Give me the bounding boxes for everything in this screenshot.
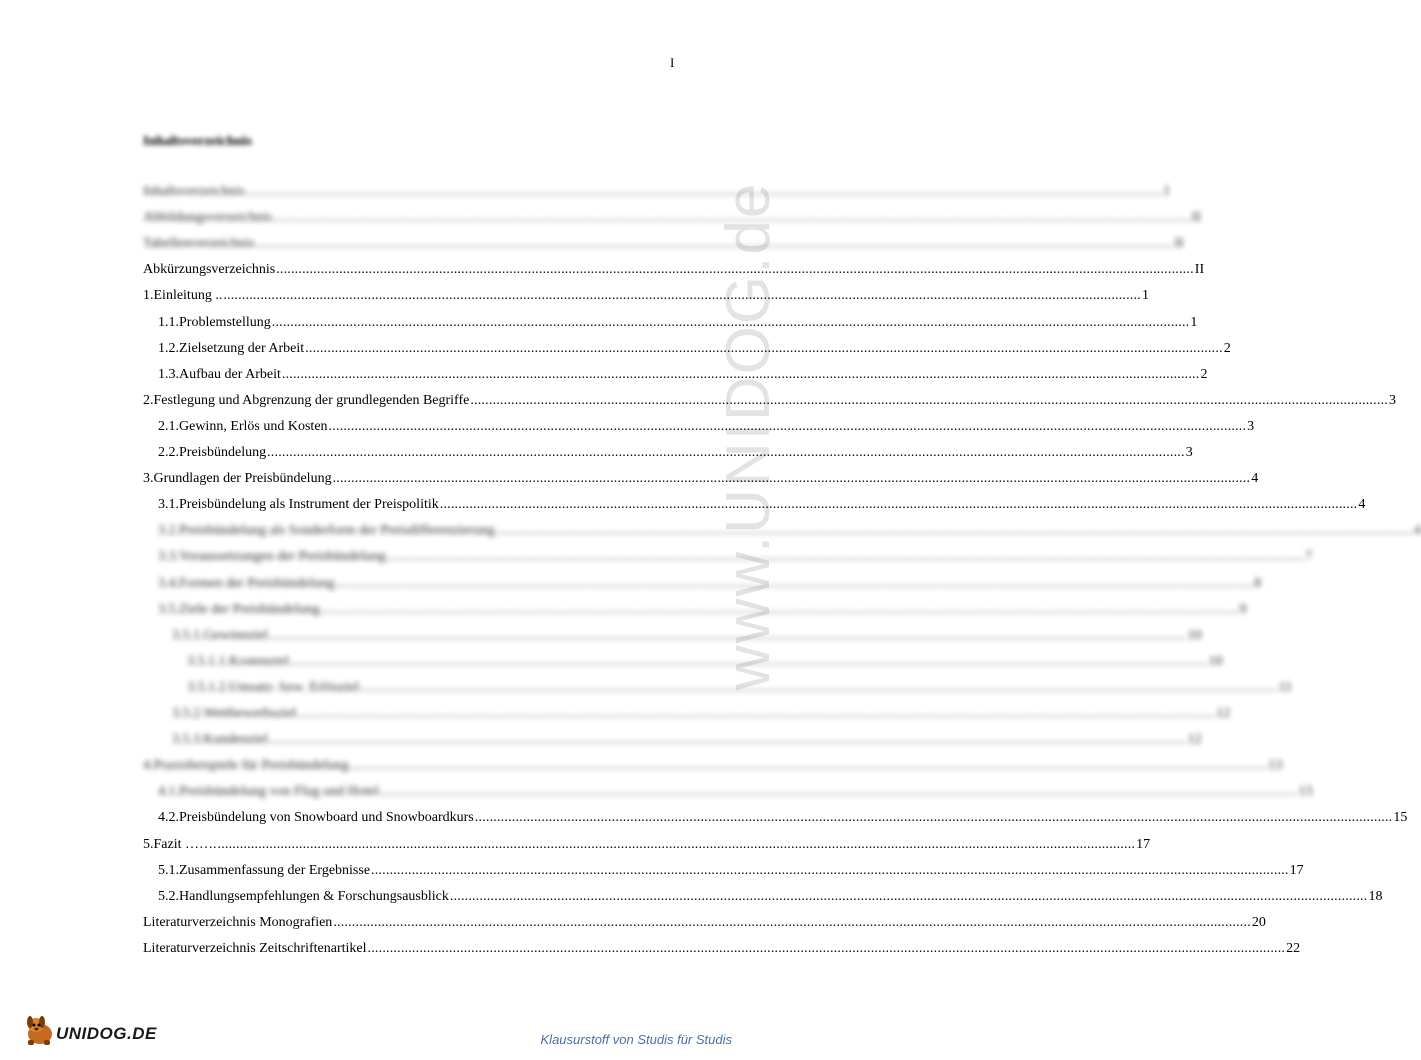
toc-entry-number: 3.	[143, 471, 154, 487]
toc-entry-page: 1	[1190, 314, 1198, 330]
dog-icon	[22, 1012, 58, 1048]
toc-entry-page: 3	[1185, 445, 1193, 460]
toc-entry	[143, 288, 1149, 308]
toc-entry-page: 13	[1298, 784, 1313, 800]
toc-leader-dots	[269, 732, 1187, 748]
toc-entry-number: 2.	[143, 392, 154, 408]
toc-entry-page: 4	[1358, 497, 1366, 513]
toc-entry-label: Kundenziel	[203, 732, 269, 748]
toc-entry-number: 1.2.	[158, 340, 179, 356]
toc-entry	[172, 627, 1202, 648]
toc-entry	[143, 392, 1396, 413]
toc-leader-dots	[267, 445, 1185, 461]
toc-entry-number: 4.1.	[158, 784, 179, 800]
toc-entry-page: 13	[1268, 758, 1283, 774]
toc-entry-page: 9	[1239, 601, 1247, 617]
toc-entry-number: 5.1.	[158, 862, 179, 878]
toc-entry-page: 10	[1208, 653, 1223, 669]
toc-entry-label: Einleitung ..	[153, 288, 223, 304]
toc-entry-label: Literaturverzeichnis Zeitschriftenartikel	[143, 940, 367, 956]
toc-entry-number: 4.2.	[158, 810, 179, 826]
toc-entry-label: Praxisbeispiele für Preisbündelung	[153, 758, 349, 774]
toc-entry-number: 1.1.	[158, 314, 179, 330]
toc-entry	[158, 888, 1383, 909]
toc-leader-dots	[282, 367, 1200, 383]
toc-entry	[143, 836, 1151, 857]
toc-entry-number: 3.5.1.2.	[187, 679, 229, 695]
toc-entry	[158, 523, 1421, 543]
toc-entry	[158, 497, 1366, 517]
toc-entry-page: II	[1174, 236, 1184, 252]
toc-leader-dots	[360, 680, 1278, 696]
watermark-text: www.UNIDOG.de	[714, 181, 783, 690]
toc-entry-page: II	[1191, 210, 1202, 226]
toc-leader-dots	[246, 184, 1164, 200]
toc-leader-dots	[272, 315, 1190, 331]
toc-entry-label: Problemstellung	[179, 314, 271, 330]
toc-leader-dots	[218, 837, 1136, 853]
toc-entry-number: 3.3.	[158, 549, 179, 565]
toc-entry-label: Preisbündelung als Instrument der Preispolitik	[179, 497, 439, 513]
toc-leader-dots	[350, 758, 1268, 774]
toc-entry-page: 4	[1414, 523, 1421, 539]
toc-entry-number: 3.5.3.	[172, 732, 204, 748]
toc-entry	[158, 340, 1231, 361]
toc-entry-label: Literaturverzeichnis Monografien	[143, 914, 333, 930]
toc-leader-dots	[336, 576, 1254, 592]
toc-entry-page: 2	[1223, 340, 1231, 356]
toc-leader-dots	[256, 236, 1174, 252]
toc-entry	[158, 418, 1255, 439]
toc-entry-number: 5.	[143, 836, 154, 852]
toc-entry-number: 1.3.	[158, 366, 179, 382]
toc-entry-page: 17	[1136, 836, 1151, 852]
toc-entry-label: Kostenziel	[229, 653, 289, 669]
toc-entry-page: II	[1194, 262, 1205, 278]
toc-leader-dots	[321, 602, 1239, 618]
toc-leader-dots	[269, 628, 1187, 644]
toc-entry	[158, 810, 1408, 830]
toc-entry-page: I	[1164, 184, 1170, 199]
toc-entry-label: Formen der Preisbündelung	[179, 575, 335, 591]
toc-leader-dots	[333, 915, 1251, 931]
toc-entry-label: Zusammenfassung der Ergebnisse	[179, 862, 371, 878]
toc-entry-label: Festlegung und Abgrenzung der grundlegenden Begriffe	[153, 392, 470, 408]
toc-entry-number: 5.2.	[158, 888, 179, 904]
toc-leader-dots	[380, 784, 1298, 800]
toc-entry-page: 15	[1393, 810, 1408, 826]
toc-entry-page: 3	[1388, 392, 1396, 408]
footer-slogan: Klausurstoff von Studis für Studis	[540, 1032, 732, 1047]
toc-entry	[187, 679, 1293, 700]
toc-entry	[172, 732, 1202, 752]
toc-entry	[158, 314, 1198, 335]
unidog-logo	[22, 1012, 162, 1048]
page-number: I	[670, 55, 675, 70]
toc-leader-dots	[333, 471, 1251, 487]
toc-entry-page: 4	[1251, 471, 1259, 487]
toc-entry-label: Abkürzungsverzeichnis	[143, 262, 276, 278]
toc-entry-label: Gewinnziel	[203, 627, 269, 643]
toc-entry-number: 3.2.	[158, 523, 179, 539]
toc-entry-page: 3	[1247, 418, 1255, 434]
toc-entry-page: 20	[1251, 914, 1266, 930]
toc-leader-dots	[440, 497, 1358, 513]
toc-entry-page: 12	[1187, 732, 1202, 748]
toc-entry-label: Voraussetzungen der Preisbündelung	[179, 549, 386, 565]
toc-entry-number: 4.	[143, 758, 154, 774]
toc-entry-page: 7	[1305, 549, 1313, 565]
toc-leader-dots	[297, 706, 1215, 722]
toc-entry	[158, 366, 1208, 387]
toc-entry	[143, 471, 1259, 491]
toc-leader-dots	[223, 288, 1141, 304]
toc-leader-dots	[450, 889, 1368, 905]
toc-entry-page: 2	[1200, 366, 1208, 382]
toc-entry-page: 18	[1368, 888, 1383, 904]
toc-entry-number: 3.5.1.	[172, 627, 204, 643]
toc-entry-label: Aufbau der Arbeit	[179, 366, 281, 382]
toc-leader-dots	[368, 941, 1286, 957]
toc-entry	[158, 575, 1262, 596]
toc-leader-dots	[470, 393, 1388, 409]
toc-entry-label: Abbildungsverzeichnis	[143, 210, 273, 226]
toc-entry	[172, 706, 1231, 726]
toc-entry-page: 10	[1187, 627, 1202, 643]
toc-entry-label: Preisbündelung als Sonderform der Preisdifferenzierung	[179, 523, 495, 539]
toc-entry-label: Wettbewerbsziel	[203, 706, 297, 721]
toc-entry	[158, 549, 1313, 569]
toc-entry-label: Umsatz- bzw. Erlösziel	[229, 679, 360, 695]
toc-entry-page: 17	[1289, 862, 1304, 878]
toc-leader-dots	[305, 341, 1223, 357]
toc-entry-page: 22	[1286, 940, 1301, 956]
toc-heading: Inhaltsverzeichnis	[143, 134, 252, 149]
toc-entry-label: Gewinn, Erlös und Kosten	[179, 418, 328, 434]
toc-entry	[143, 236, 1184, 256]
toc-entry	[143, 210, 1202, 230]
toc-entry-page: 1	[1141, 288, 1149, 304]
toc-entry	[143, 758, 1283, 778]
toc-leader-dots	[329, 419, 1247, 435]
toc-entry-page: 12	[1216, 706, 1231, 721]
toc-entry-label: Zielsetzung der Arbeit	[179, 340, 305, 356]
toc-entry	[143, 262, 1205, 282]
toc-entry-label: Preisbündelung von Snowboard und Snowboardkurs	[179, 810, 474, 826]
toc-entry-label: Preisbündelung von Flug und Hotel	[179, 784, 379, 800]
toc-entry-number: 3.5.2.	[172, 706, 204, 721]
toc-entry-number: 2.2.	[158, 445, 179, 460]
toc-entry-label: Preisbündelung	[179, 445, 267, 460]
toc-leader-dots	[273, 210, 1191, 226]
toc-entry-page: 11	[1278, 679, 1293, 695]
toc-entry	[187, 653, 1223, 674]
toc-entry-label: Inhaltsverzeichnis	[143, 184, 245, 199]
toc-entry-label: Handlungsempfehlungen & Forschungsausblick	[179, 888, 449, 904]
toc-entry	[158, 784, 1313, 804]
toc-entry-page: 8	[1254, 575, 1262, 591]
toc-entry-number: 3.1.	[158, 497, 179, 513]
toc-entry-number: 3.5.1.1.	[187, 653, 229, 669]
logo-text: UNIDOG.DE	[56, 1024, 157, 1043]
toc-entry	[158, 445, 1193, 465]
toc-entry	[143, 914, 1266, 935]
toc-leader-dots	[475, 810, 1393, 826]
toc-leader-dots	[276, 262, 1194, 278]
toc-entry-number: 3.5.	[158, 601, 179, 617]
toc-entry	[143, 184, 1170, 204]
toc-leader-dots	[371, 863, 1289, 879]
toc-entry	[143, 940, 1301, 961]
toc-entry-label: Ziele der Preisbündelung	[179, 601, 320, 617]
toc-entry-number: 1.	[143, 288, 154, 304]
toc-entry-label: Fazit …….	[153, 836, 217, 852]
toc-leader-dots	[495, 523, 1413, 539]
toc-entry-number: 3.4.	[158, 575, 179, 591]
toc-leader-dots	[290, 654, 1208, 670]
toc-leader-dots	[387, 549, 1305, 565]
toc-entry-label: Tabellenverzeichnis	[143, 236, 255, 252]
toc-entry-label: Grundlagen der Preisbündelung	[153, 471, 332, 487]
toc-entry-number: 2.1.	[158, 418, 179, 434]
toc-entry	[158, 862, 1304, 883]
toc-entry	[158, 601, 1247, 622]
